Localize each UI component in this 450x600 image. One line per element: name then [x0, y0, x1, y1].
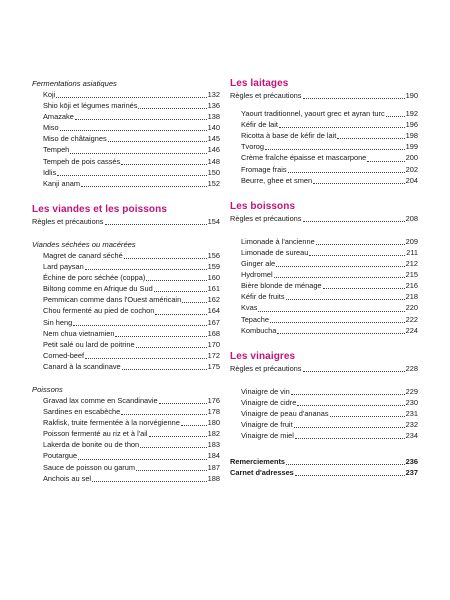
toc-entry[interactable] — [230, 397, 418, 408]
toc-entry[interactable] — [32, 100, 220, 111]
toc-entry[interactable] — [230, 302, 418, 313]
toc-entry[interactable] — [32, 350, 220, 361]
toc-entry-label: Yaourt traditionnel, yaourt grec et ayran turc — [241, 109, 385, 119]
leader-dots — [277, 333, 404, 334]
leader-dots — [122, 369, 207, 370]
toc-section-laitages — [230, 78, 418, 186]
toc-entry[interactable] — [230, 386, 418, 397]
toc-entry[interactable] — [230, 213, 418, 224]
toc-entry-page: 167 — [207, 317, 220, 327]
toc-entry[interactable] — [230, 164, 418, 175]
toc-entry-label: Kanji anam — [43, 178, 80, 188]
leader-dots — [288, 172, 405, 173]
toc-entry-page: 220 — [405, 303, 418, 313]
leader-dots — [124, 258, 207, 259]
subsection-title: Fermentations asiatiques — [32, 79, 117, 88]
toc-entry-label: Lakerda de bonite ou de thon — [43, 440, 140, 450]
leader-dots — [258, 311, 404, 312]
toc-entry-label: Tepache — [241, 314, 269, 324]
toc-entry-label: Biltong comme en Afrique du Sud — [43, 284, 153, 294]
toc-entry-label: Miso — [43, 123, 59, 133]
toc-entry-label: Vinaigre de vin — [241, 386, 290, 396]
leader-dots — [276, 266, 405, 267]
section-title: Les laitages — [230, 78, 289, 89]
toc-entry-list — [230, 236, 418, 336]
toc-entry-page: 170 — [207, 339, 220, 349]
toc-entry[interactable] — [230, 258, 418, 269]
toc-entry[interactable] — [32, 395, 220, 406]
toc-entry-label: Miso de châtaignes — [43, 134, 107, 144]
section-title: Les viandes et les poissons — [32, 203, 167, 215]
toc-entry-label: Règles et précautions — [32, 216, 104, 226]
toc-entry-page: 180 — [207, 418, 220, 428]
leader-dots — [57, 175, 207, 176]
toc-entry[interactable] — [230, 408, 418, 419]
toc-entry-label: Chou fermenté au pied de cochon — [43, 306, 155, 316]
toc-entry-page: 188 — [207, 473, 220, 483]
leader-dots — [297, 405, 404, 406]
toc-entry[interactable] — [230, 456, 418, 467]
toc-entry-label: Kéfir de fruits — [241, 292, 285, 302]
toc-section-boissons — [230, 201, 418, 336]
toc-entry-label: Beurre, ghee et smen — [241, 175, 313, 185]
toc-entry[interactable] — [230, 175, 418, 186]
toc-entry-label: Remerciements — [230, 457, 286, 467]
leader-dots — [303, 221, 405, 222]
toc-entry[interactable] — [32, 111, 220, 122]
toc-entry[interactable] — [32, 283, 220, 294]
toc-entry-page: 178 — [207, 407, 220, 417]
toc-entry[interactable] — [230, 236, 418, 247]
toc-entry-page: 162 — [207, 295, 220, 305]
toc-entry-page: 182 — [207, 429, 220, 439]
toc-entry-label: Bière blonde de ménage — [241, 281, 322, 291]
subsection-title: Viandes séchées ou macérées — [32, 239, 136, 249]
toc-entry-page: 229 — [405, 386, 418, 396]
leader-dots — [313, 183, 405, 184]
toc-entry[interactable] — [230, 419, 418, 430]
toc-entry-label: Règles et précautions — [230, 91, 302, 100]
section-title: Les vinaigres — [230, 350, 296, 362]
leader-dots — [85, 358, 207, 359]
toc-entry[interactable] — [32, 156, 220, 167]
toc-entry-label: Rakfisk, truite fermentée à la norvégienne — [43, 418, 180, 428]
toc-group-fermentations — [32, 78, 220, 189]
toc-entry-page: 148 — [207, 156, 220, 166]
toc-entry[interactable] — [32, 272, 220, 283]
leader-dots — [265, 149, 405, 150]
toc-entry-label: Vinaigre de fruit — [241, 420, 293, 430]
toc-entry-page: 140 — [207, 123, 220, 133]
toc-section-viandes — [32, 204, 220, 484]
toc-entry[interactable] — [32, 178, 220, 189]
toc-entry[interactable] — [230, 269, 418, 280]
leader-dots — [270, 322, 405, 323]
leader-dots — [295, 475, 405, 476]
toc-entry-page: 172 — [207, 350, 220, 360]
toc-entry[interactable] — [230, 430, 418, 441]
toc-entry-label: Règles et précautions — [230, 213, 302, 223]
toc-entry[interactable] — [230, 247, 418, 258]
leader-dots — [149, 436, 207, 437]
leader-dots — [121, 414, 206, 415]
toc-entry-page: 175 — [207, 361, 220, 371]
toc-entry-label: Vinaigre de cidre — [241, 397, 297, 407]
toc-entry-page: 159 — [207, 262, 220, 272]
toc-entry-page: 150 — [207, 167, 220, 177]
toc-entry-page: 161 — [207, 284, 220, 294]
toc-entry-list — [32, 89, 220, 189]
toc-entry-label: Shio kōji et légumes marinés — [43, 101, 138, 111]
toc-entry[interactable] — [32, 328, 220, 339]
toc-entry-page: 204 — [405, 175, 418, 185]
toc-entry-label: Idlis — [43, 167, 57, 177]
toc-entry-page: 183 — [207, 440, 220, 450]
toc-entry-page: 190 — [405, 91, 418, 100]
toc-entry[interactable] — [32, 317, 220, 328]
toc-entry[interactable] — [32, 406, 220, 417]
toc-entry-label: Règles et précautions — [230, 363, 302, 373]
leader-dots — [295, 438, 405, 439]
toc-entry-label: Poutargue — [43, 451, 78, 461]
toc-entry-label: Kvas — [241, 303, 258, 313]
toc-entry[interactable] — [32, 417, 220, 428]
toc-entry[interactable] — [32, 450, 220, 461]
leader-dots — [274, 277, 405, 278]
toc-entry-list — [32, 395, 220, 484]
toc-entry-page: 199 — [405, 142, 418, 152]
toc-entry-page: 198 — [405, 131, 418, 141]
toc-entry[interactable] — [32, 261, 220, 272]
subsection-title: Poissons — [32, 384, 63, 394]
toc-entry-label: Sauce de poisson ou garum — [43, 462, 136, 472]
leader-dots — [136, 347, 207, 348]
toc-entry-page: 176 — [207, 395, 220, 405]
toc-entry-label: Petit salé ou lard de poitrine — [43, 339, 135, 349]
leader-dots — [70, 153, 206, 154]
toc-entry-label: Sardines en escabèche — [43, 407, 121, 417]
toc-entry-page: 200 — [405, 153, 418, 163]
leader-dots — [294, 427, 405, 428]
leader-dots — [155, 314, 206, 315]
toc-entry[interactable] — [230, 119, 418, 130]
leader-dots — [309, 255, 405, 256]
toc-entry-page: 184 — [207, 451, 220, 461]
toc-entry[interactable] — [230, 130, 418, 141]
toc-entry[interactable] — [230, 280, 418, 291]
toc-entry[interactable] — [230, 314, 418, 325]
toc-entry-label: Limonade à l'ancienne — [241, 236, 315, 246]
toc-entry[interactable] — [32, 122, 220, 133]
toc-entry-label: Poisson fermenté au riz et à l'ail — [43, 429, 148, 439]
toc-entry[interactable] — [230, 152, 418, 163]
toc-entry-page: 208 — [405, 213, 418, 223]
toc-entry-label: Tempeh — [43, 145, 70, 155]
toc-entry-page: 218 — [405, 292, 418, 302]
leader-dots — [78, 459, 207, 460]
toc-entry-page: 234 — [405, 431, 418, 441]
toc-entry-label: Hydromel — [241, 270, 273, 280]
toc-entry-label: Gravad lax comme en Scandinavie — [43, 395, 158, 405]
leader-dots — [60, 130, 207, 131]
leader-dots — [138, 108, 206, 109]
toc-entry-page: 152 — [207, 178, 220, 188]
toc-entry-label: Pemmican comme dans l'Ouest américain — [43, 295, 182, 305]
toc-right-column — [230, 78, 418, 478]
toc-entry-page: 230 — [405, 397, 418, 407]
toc-entry-page: 196 — [405, 120, 418, 130]
toc-entry[interactable] — [230, 141, 418, 152]
toc-entry[interactable] — [230, 467, 418, 478]
leader-dots — [291, 394, 405, 395]
toc-entry[interactable] — [230, 90, 418, 101]
toc-left-column — [32, 78, 220, 492]
leader-dots — [159, 403, 207, 404]
leader-dots — [75, 119, 207, 120]
toc-entry[interactable] — [32, 216, 220, 227]
toc-entry[interactable] — [230, 325, 418, 336]
leader-dots — [323, 288, 405, 289]
toc-entry-label: Carnet d'adresses — [230, 468, 294, 478]
toc-entry-page: 146 — [207, 145, 220, 155]
leader-dots — [330, 416, 405, 417]
section-title: Les boissons — [230, 200, 296, 212]
toc-entry-page: 236 — [405, 457, 418, 467]
toc-entry-label: Magret de canard séché — [43, 250, 123, 260]
leader-dots — [105, 224, 207, 225]
leader-dots — [303, 371, 405, 372]
leader-dots — [92, 481, 207, 482]
leader-dots — [286, 464, 405, 465]
toc-entry[interactable] — [32, 133, 220, 144]
toc-entry[interactable] — [230, 108, 418, 119]
leader-dots — [56, 97, 206, 98]
toc-entry-page: 154 — [207, 216, 220, 226]
toc-entry-label: Tempeh de pois cassés — [43, 156, 121, 166]
leader-dots — [367, 161, 404, 162]
toc-entry-page: 202 — [405, 164, 418, 174]
toc-entry-page: 222 — [405, 314, 418, 324]
toc-entry-page: 211 — [406, 247, 418, 257]
toc-entry-label: Canard à la scandinave — [43, 361, 121, 371]
leader-dots — [136, 470, 207, 471]
toc-entry-list — [32, 250, 220, 372]
toc-entry-page: 132 — [207, 90, 220, 99]
leader-dots — [316, 244, 405, 245]
leader-dots — [386, 116, 405, 117]
toc-entry-label: Nem chua vietnamien — [43, 328, 115, 338]
leader-dots — [182, 302, 206, 303]
leader-dots — [279, 127, 405, 128]
leader-dots — [181, 425, 207, 426]
toc-entry-page: 160 — [207, 273, 220, 283]
toc-entry-page: 138 — [207, 112, 220, 122]
leader-dots — [85, 269, 207, 270]
leader-dots — [108, 141, 207, 142]
toc-entry[interactable] — [32, 89, 220, 100]
toc-entry-page: 192 — [405, 109, 418, 119]
toc-entry-page: 136 — [207, 101, 220, 111]
toc-entry-list — [230, 386, 418, 441]
toc-entry-label: Vinaigre de miel — [241, 431, 294, 441]
toc-entry-page: 215 — [405, 270, 418, 280]
toc-entry[interactable] — [32, 462, 220, 473]
toc-entry-label: Amazake — [43, 112, 74, 122]
leader-dots — [115, 336, 206, 337]
toc-entry-page: 209 — [405, 236, 418, 246]
toc-entry-list — [230, 456, 418, 478]
toc-entry-page: 164 — [207, 306, 220, 316]
toc-entry-label: Kéfir de lait — [241, 120, 278, 130]
toc-entry-label: Sin heng — [43, 317, 73, 327]
toc-entry[interactable] — [32, 473, 220, 484]
leader-dots — [73, 325, 206, 326]
toc-entry-label: Kombucha — [241, 325, 277, 335]
toc-entry-label: Ginger ale — [241, 259, 276, 269]
toc-entry[interactable] — [32, 428, 220, 439]
toc-entry[interactable] — [230, 363, 418, 374]
toc-entry-page: 168 — [207, 328, 220, 338]
toc-entry[interactable] — [230, 291, 418, 302]
toc-entry-label: Crème fraîche épaisse et mascarpone — [241, 153, 367, 163]
toc-entry-label: Anchois au sel — [43, 473, 92, 483]
toc-entry[interactable] — [32, 305, 220, 316]
toc-entry[interactable] — [32, 339, 220, 350]
toc-entry-list — [230, 108, 418, 186]
leader-dots — [140, 447, 206, 448]
toc-entry-label: Tvorog — [241, 142, 265, 152]
toc-entry[interactable] — [32, 167, 220, 178]
toc-entry-label: Lard paysan — [43, 262, 84, 272]
toc-entry-label: Koji — [43, 90, 56, 99]
leader-dots — [154, 291, 207, 292]
leader-dots — [303, 98, 405, 99]
toc-entry-page: 156 — [207, 250, 220, 260]
toc-section-vinaigres — [230, 351, 418, 442]
leader-dots — [146, 280, 206, 281]
toc-entry-label: Limonade de sureau — [241, 247, 309, 257]
toc-entry-page: 187 — [207, 462, 220, 472]
toc-entry[interactable] — [32, 294, 220, 305]
toc-entry-page: 212 — [405, 259, 418, 269]
toc-entry-page: 237 — [405, 468, 418, 478]
toc-entry-page: 231 — [405, 408, 418, 418]
leader-dots — [286, 299, 405, 300]
toc-entry-label: Vinaigre de peau d'ananas — [241, 408, 329, 418]
toc-entry-page: 216 — [405, 281, 418, 291]
leader-dots — [81, 186, 207, 187]
toc-entry-label: Corned-beef — [43, 350, 85, 360]
toc-entry-label: Fromage frais — [241, 164, 287, 174]
toc-entry-page: 232 — [405, 420, 418, 430]
leader-dots — [121, 164, 206, 165]
leader-dots — [337, 138, 404, 139]
toc-entry-page: 224 — [405, 325, 418, 335]
toc-entry-label: Ricotta à base de kéfir de lait — [241, 131, 337, 141]
toc-entry[interactable] — [32, 250, 220, 261]
toc-entry-page: 228 — [405, 363, 418, 373]
toc-entry[interactable] — [32, 144, 220, 155]
toc-entry[interactable] — [32, 439, 220, 450]
toc-entry-label: Échine de porc séchée (coppa) — [43, 273, 146, 283]
toc-entry[interactable] — [32, 361, 220, 372]
toc-entry-page: 145 — [207, 134, 220, 144]
